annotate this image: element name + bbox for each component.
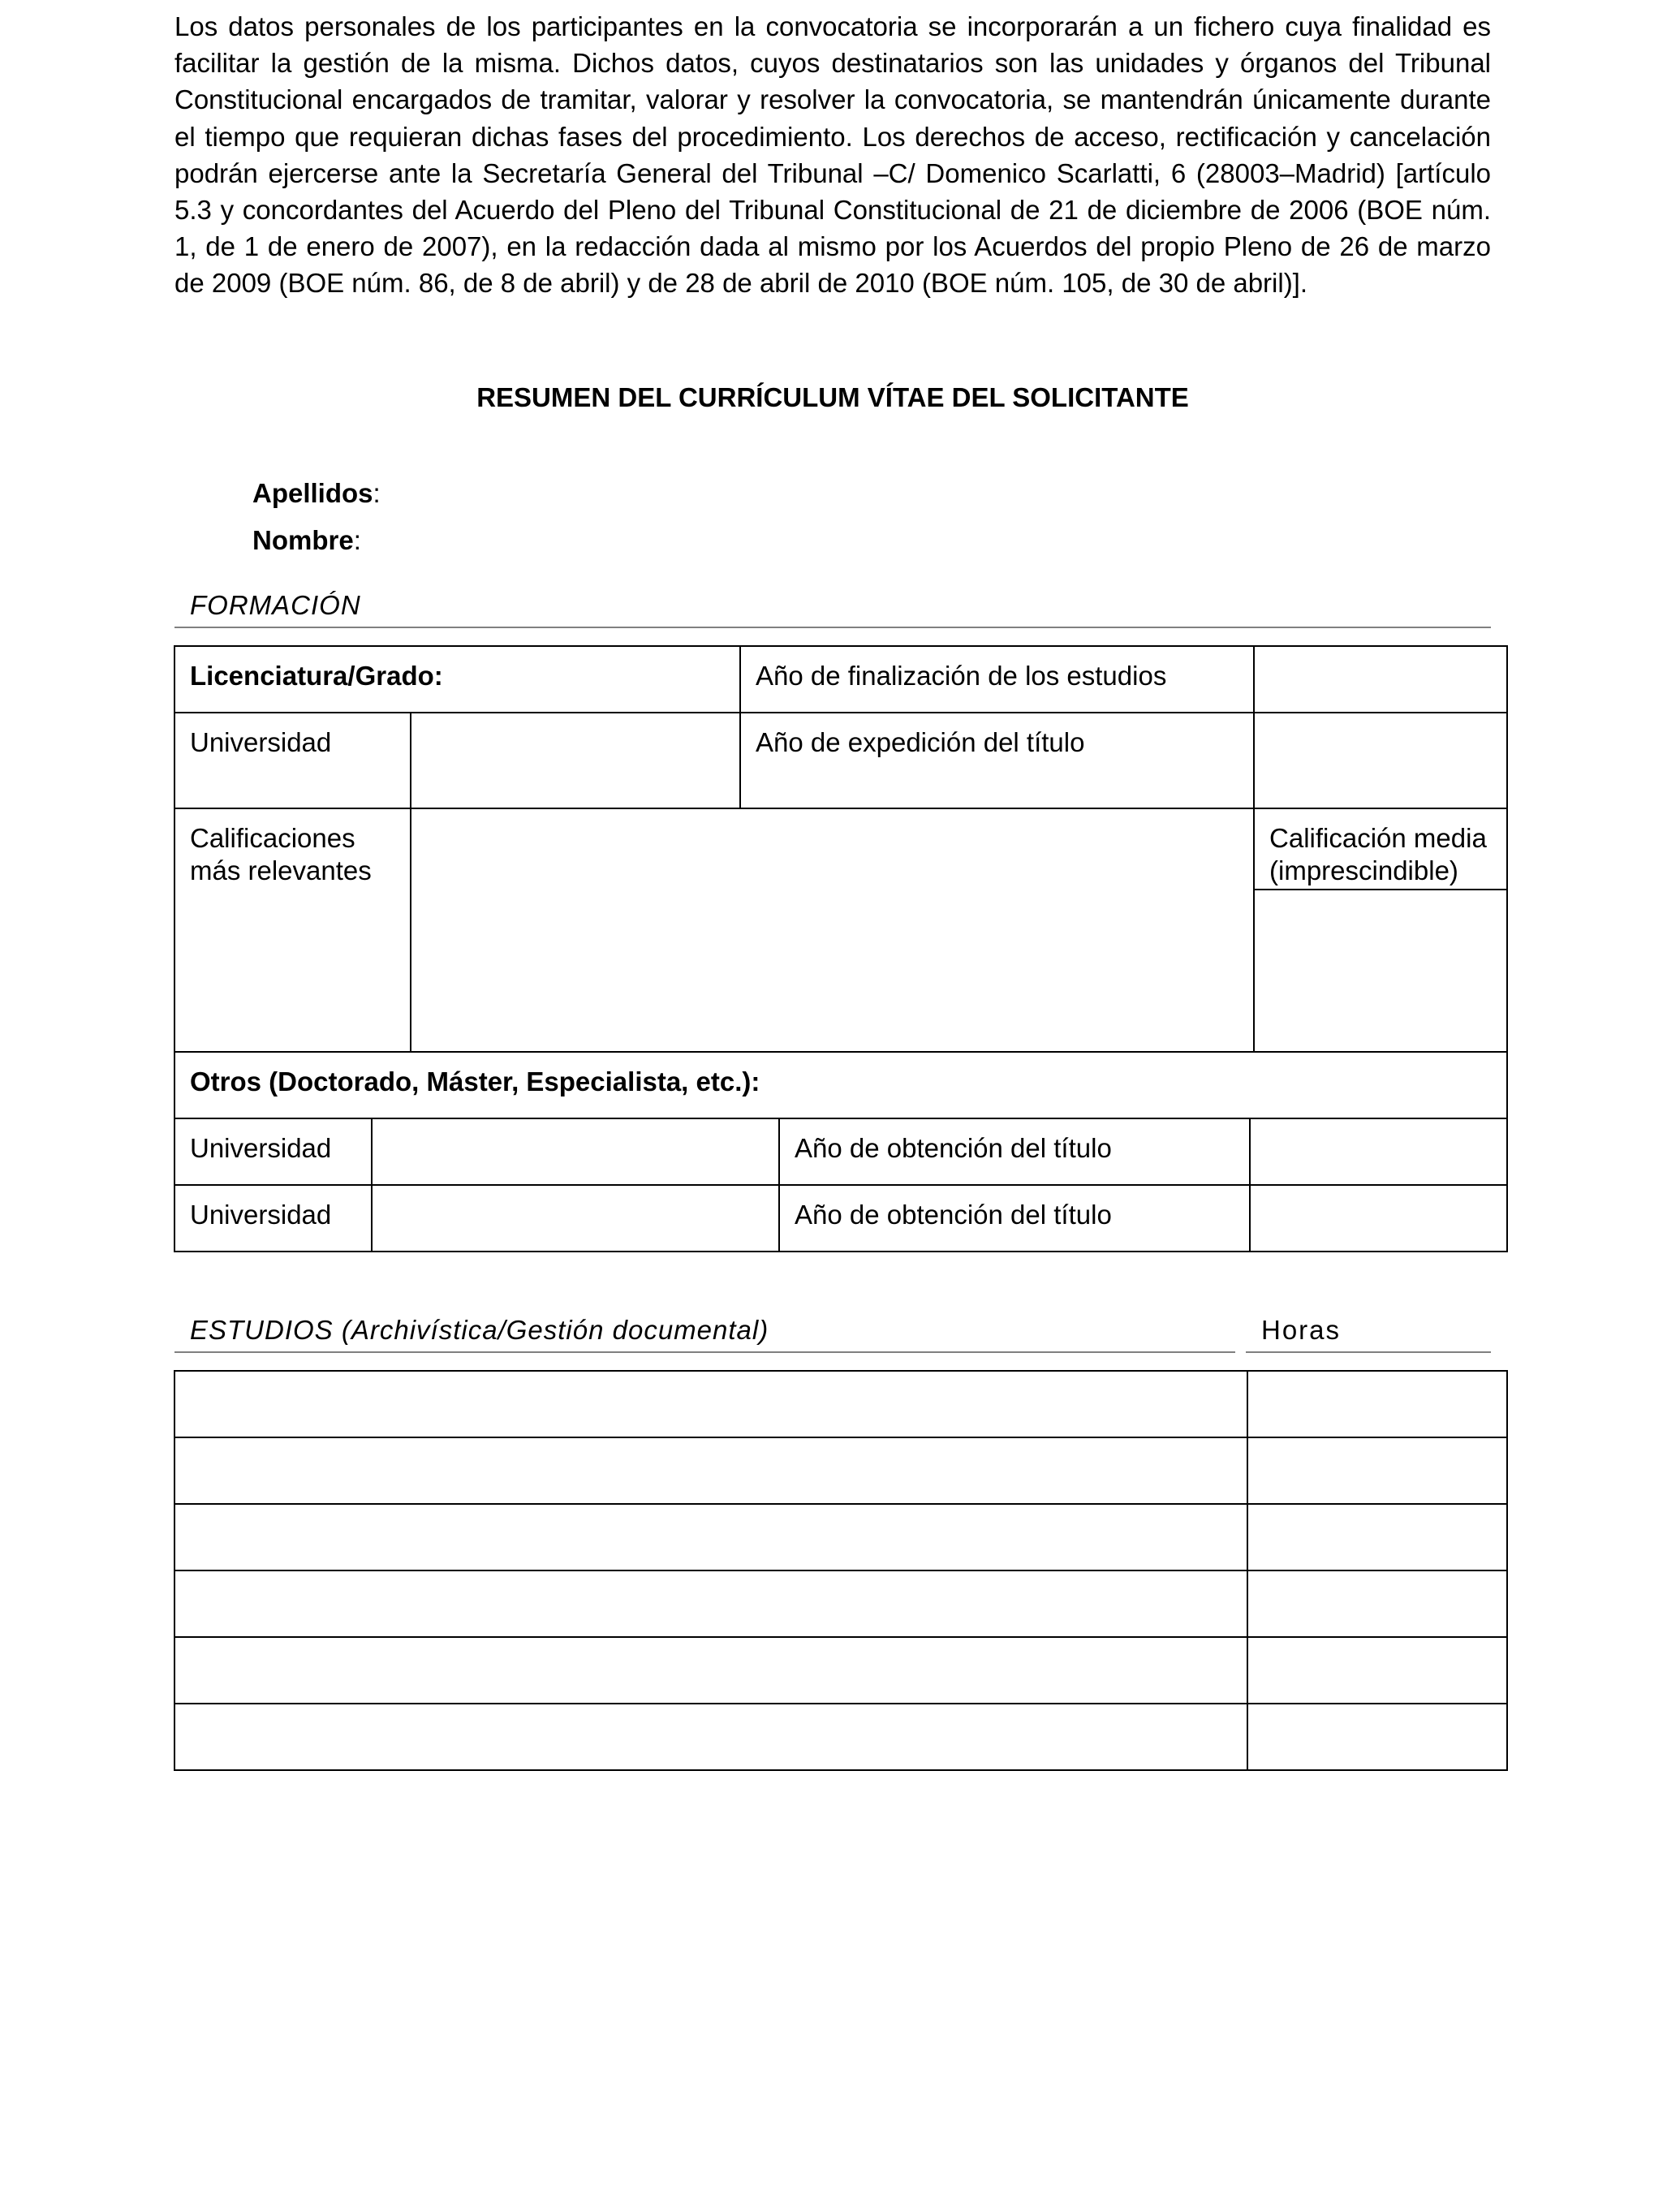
otros-label: Otros (Doctorado, Máster, Especialista, etc.):	[174, 1052, 1507, 1118]
nombre-field[interactable]	[252, 523, 361, 558]
estudio-description-input[interactable]	[174, 1437, 1247, 1504]
document-title: RESUMEN DEL CURRÍCULUM VÍTAE DEL SOLICITANTE	[476, 382, 1189, 412]
privacy-notice-paragraph: Los datos personales de los participantes en la convocatoria se incorporarán a un fichero cuya finalidad es facilitar la gestión de la misma. Dichos datos, cuyos destinatarios son las unidades y órganos del Tribunal Constitucional encargados de tramitar, valorar y resolver la convocatoria, se mantendrán únicamente durante el tiempo que requieran dichas fases del procedimiento. Los derechos de acceso, rectificación y cancelación podrán ejercerse ante la Secretaría General del Tribunal –C/ Domenico Scarlatti, 6 (28003–Madrid) [artículo 5.3 y concordantes del Acuerdo del Pleno del Tribunal Constitucional de 21 de diciembre de 2006 (BOE núm. 1, de 1 de enero de 2007), en la redacción dada al mismo por los Acuerdos del propio Pleno de 26 de marzo de 2009 (BOE núm. 86, de 8 de abril) y de 28 de abril de 2010 (BOE núm. 105, de 30 de abril)].	[174, 11, 1491, 299]
calificacion-media-cell	[1254, 808, 1507, 1052]
estudio-description-input[interactable]	[174, 1704, 1247, 1770]
otros-anio-label-1: Año de obtención del título	[779, 1119, 1250, 1184]
estudios-row	[174, 1437, 1507, 1504]
estudios-row	[174, 1637, 1507, 1704]
otros-anio-label-2: Año de obtención del título	[779, 1186, 1250, 1251]
estudios-row	[174, 1504, 1507, 1570]
universidad-label: Universidad	[174, 713, 411, 808]
estudio-horas-input[interactable]	[1247, 1371, 1507, 1437]
estudios-table	[174, 1370, 1508, 1771]
calificaciones-label: Calificaciones más relevantes	[174, 808, 411, 1052]
universidad-input[interactable]	[411, 713, 740, 808]
estudios-row	[174, 1371, 1507, 1437]
otros-subrow-1	[175, 1119, 1507, 1184]
licenciatura-label: Licenciatura/Grado:	[174, 646, 740, 713]
estudio-description-input[interactable]	[174, 1504, 1247, 1570]
apellidos-label: Apellidos	[252, 478, 373, 508]
licenciatura-row	[174, 646, 1507, 713]
nombre-colon: :	[353, 525, 361, 555]
otros-universidad-label-1: Universidad	[175, 1119, 372, 1184]
estudio-description-input[interactable]	[174, 1570, 1247, 1637]
estudios-row	[174, 1704, 1507, 1770]
estudio-horas-input[interactable]	[1247, 1704, 1507, 1770]
otros-universidad-label-2: Universidad	[175, 1186, 372, 1251]
formacion-table	[174, 645, 1508, 1252]
calificacion-media-label: Calificación media (imprescindible)	[1255, 809, 1506, 890]
otros-universidad-input-2[interactable]	[372, 1186, 779, 1251]
anio-expedicion-input[interactable]	[1254, 713, 1507, 808]
apellidos-colon: :	[373, 478, 381, 508]
otros-row	[174, 1052, 1507, 1118]
estudio-horas-input[interactable]	[1247, 1504, 1507, 1570]
calificaciones-input[interactable]	[411, 808, 1254, 1052]
estudio-horas-input[interactable]	[1247, 1570, 1507, 1637]
formacion-heading: FORMACIÓN	[174, 588, 1491, 628]
estudios-heading: ESTUDIOS (Archivística/Gestión documental)	[174, 1312, 1235, 1353]
otros-subrow-2	[175, 1186, 1507, 1251]
apellidos-field[interactable]	[252, 476, 381, 511]
estudio-description-input[interactable]	[174, 1637, 1247, 1704]
otros-anio-input-2[interactable]	[1250, 1186, 1507, 1251]
anio-finalizacion-input[interactable]	[1254, 646, 1507, 713]
otros-universidad-row-2	[174, 1185, 1507, 1252]
universidad-row	[174, 713, 1507, 808]
nombre-label: Nombre	[252, 525, 354, 555]
anio-finalizacion-label: Año de finalización de los estudios	[740, 646, 1254, 713]
calificaciones-row	[174, 808, 1507, 1052]
otros-universidad-input-1[interactable]	[372, 1119, 779, 1184]
estudios-row	[174, 1570, 1507, 1637]
estudio-horas-input[interactable]	[1247, 1637, 1507, 1704]
otros-universidad-row	[174, 1118, 1507, 1185]
horas-heading: Horas	[1246, 1312, 1491, 1353]
estudio-description-input[interactable]	[174, 1371, 1247, 1437]
calificacion-media-input[interactable]	[1255, 890, 1506, 1051]
estudio-horas-input[interactable]	[1247, 1437, 1507, 1504]
anio-expedicion-label: Año de expedición del título	[740, 713, 1254, 808]
otros-anio-input-1[interactable]	[1250, 1119, 1507, 1184]
